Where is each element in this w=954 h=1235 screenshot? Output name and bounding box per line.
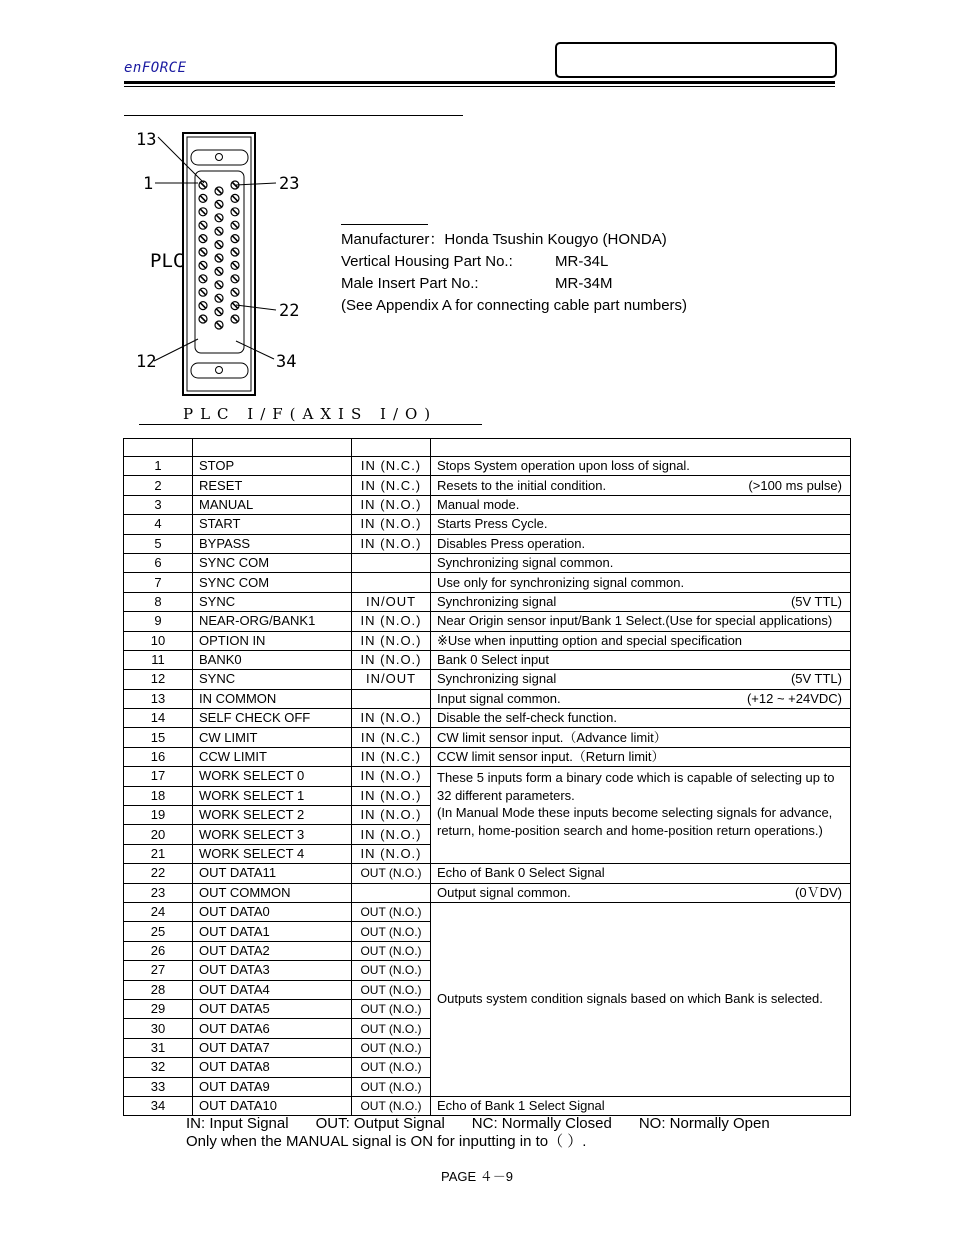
- signal-name: OUT DATA10: [193, 1096, 352, 1115]
- signal-name: OUT DATA4: [193, 980, 352, 999]
- pin-hole-mark: [233, 196, 238, 201]
- pin-number: 11: [124, 650, 193, 669]
- connector-diagram: [124, 125, 314, 405]
- pin-hole-mark: [217, 323, 222, 328]
- signal-type: [352, 689, 431, 708]
- signal-type: IN (N.C.): [352, 728, 431, 747]
- spec-appendix-note: (See Appendix A for connecting cable part numbers): [341, 297, 688, 314]
- pin-number: 33: [124, 1077, 193, 1096]
- signal-name: OUT DATA3: [193, 961, 352, 980]
- signal-type: OUT (N.O.): [352, 1096, 431, 1115]
- description-text: Echo of Bank 1 Select Signal: [437, 1098, 605, 1114]
- header-cell-name: [193, 439, 352, 457]
- pin-number: 25: [124, 922, 193, 941]
- table-row: [124, 553, 851, 572]
- signal-description: [431, 650, 851, 669]
- signal-name: OUT DATA6: [193, 1019, 352, 1038]
- table-caption: PLC I/F(AXIS I/O): [183, 405, 438, 423]
- pin-number: 18: [124, 786, 193, 805]
- pin-hole-mark: [233, 276, 238, 281]
- signal-name: BANK0: [193, 650, 352, 669]
- pin-number: 15: [124, 728, 193, 747]
- pin-hole-mark: [217, 229, 222, 234]
- pin-hole-mark: [201, 236, 206, 241]
- table-row: [124, 747, 851, 766]
- pin-number: 10: [124, 631, 193, 650]
- pin-hole-mark: [233, 263, 238, 268]
- signal-type: IN (N.O.): [352, 534, 431, 553]
- signal-name: IN COMMON: [193, 689, 352, 708]
- table-row: [124, 1096, 851, 1115]
- table-row: [124, 864, 851, 883]
- signal-type: IN (N.O.): [352, 495, 431, 514]
- pin-number: 8: [124, 592, 193, 611]
- signal-description: [431, 457, 851, 476]
- signal-name: SELF CHECK OFF: [193, 709, 352, 728]
- pin-hole-mark: [233, 236, 238, 241]
- pin-number: 24: [124, 902, 193, 921]
- signal-type: IN (N.C.): [352, 747, 431, 766]
- description-text: Starts Press Cycle.: [437, 516, 548, 532]
- signal-description: [431, 592, 851, 611]
- signal-name: OUT DATA2: [193, 941, 352, 960]
- signal-name: WORK SELECT 0: [193, 767, 352, 786]
- pin-number: 12: [124, 670, 193, 689]
- header-cell-description: [431, 439, 851, 457]
- signal-type: IN (N.O.): [352, 806, 431, 825]
- description-text: Near Origin sensor input/Bank 1 Select.(Use for special applications): [437, 613, 833, 629]
- pin-number: 21: [124, 844, 193, 863]
- page-number: PAGE ４－9: [440, 1169, 513, 1184]
- signal-name: OUT COMMON: [193, 883, 352, 902]
- pin-table-body: [124, 439, 851, 1116]
- pin-array: [199, 181, 239, 329]
- mount-slot-top: [191, 150, 248, 165]
- signal-type: OUT (N.O.): [352, 902, 431, 921]
- pin-hole-mark: [217, 296, 222, 301]
- spec-housing: [341, 251, 609, 273]
- header-rule-thin: [124, 86, 835, 87]
- pin-hole-mark: [201, 303, 206, 308]
- signal-type: OUT (N.O.): [352, 999, 431, 1018]
- pin-hole-mark: [201, 196, 206, 201]
- description-note: (5V TTL): [790, 671, 842, 687]
- section-title-underline: [124, 115, 463, 116]
- signal-name: NEAR-ORG/BANK1: [193, 612, 352, 631]
- pin-number: 2: [124, 476, 193, 495]
- signal-name: CW LIMIT: [193, 728, 352, 747]
- pin-assignment-table: [123, 438, 851, 1116]
- pin-hole-mark: [217, 215, 222, 220]
- signal-description: [431, 747, 851, 766]
- pin-number: 20: [124, 825, 193, 844]
- signal-description: [431, 476, 851, 495]
- table-header-row: [124, 439, 851, 457]
- description-text: Resets to the initial condition.: [437, 477, 607, 493]
- header-cell-pin: [124, 439, 193, 457]
- pin-hole-mark: [233, 223, 238, 228]
- spec-housing-label: Vertical Housing Part No.:: [341, 253, 513, 270]
- description-note: (>100 ms pulse): [748, 477, 842, 493]
- description-text: Echo of Bank 0 Select Signal: [437, 865, 605, 881]
- signal-type: IN (N.C.): [352, 476, 431, 495]
- signal-description: [431, 495, 851, 514]
- pin-number: 27: [124, 961, 193, 980]
- pin-number: 34: [124, 1096, 193, 1115]
- pin-hole-mark: [217, 256, 222, 261]
- table-row: [124, 650, 851, 669]
- description-text: Input signal common.: [437, 690, 561, 706]
- description-text: CW limit sensor input.（Advance limit）: [437, 729, 667, 745]
- enforce-logo: enFORCE: [124, 60, 187, 76]
- legend-item: IN: Input Signal: [186, 1115, 289, 1132]
- description-note: (0ＶDV): [795, 884, 842, 900]
- signal-name: STOP: [193, 457, 352, 476]
- pin-number: 26: [124, 941, 193, 960]
- pin-hole-mark: [201, 317, 206, 322]
- spec-housing-value: MR-34L: [555, 253, 609, 270]
- table-row: [124, 573, 851, 592]
- pin-number: 1: [124, 457, 193, 476]
- signal-name: RESET: [193, 476, 352, 495]
- table-row: [124, 709, 851, 728]
- pin-hole-mark: [233, 303, 238, 308]
- signal-type: [352, 573, 431, 592]
- out-data-description: Outputs system condition signals based on which Bank is selected.: [431, 902, 851, 1096]
- pin-hole-mark: [233, 317, 238, 322]
- description-text: Bank 0 Select input: [437, 652, 550, 668]
- pin-number: 7: [124, 573, 193, 592]
- signal-type: IN (N.O.): [352, 767, 431, 786]
- pin-number: 32: [124, 1058, 193, 1077]
- pin-label-1: 1: [143, 174, 154, 194]
- signal-name: MANUAL: [193, 495, 352, 514]
- signal-name: SYNC: [193, 592, 352, 611]
- header-rule: [124, 81, 835, 84]
- signal-type: IN (N.O.): [352, 844, 431, 863]
- legend-note: Only when the MANUAL signal is ON for inputting in to（ ）.: [186, 1133, 587, 1150]
- signal-description: [431, 689, 851, 708]
- signal-description: [431, 883, 851, 902]
- pin-hole-mark: [201, 183, 206, 188]
- signal-name: CCW LIMIT: [193, 747, 352, 766]
- table-row: [124, 728, 851, 747]
- signal-description: [431, 864, 851, 883]
- signal-type: IN (N.O.): [352, 825, 431, 844]
- signal-type: IN (N.C.): [352, 457, 431, 476]
- description-text: Use only for synchronizing signal common.: [437, 574, 685, 590]
- spec-manufacturer: Manufacturer：Honda Tsushin Kougyo (HONDA): [341, 231, 667, 248]
- plc-label: PLC: [150, 250, 185, 272]
- table-row: [124, 631, 851, 650]
- legend-items: [186, 1115, 797, 1133]
- table-row: [124, 457, 851, 476]
- signal-type: IN (N.O.): [352, 612, 431, 631]
- description-text: Synchronizing signal: [437, 671, 557, 687]
- signal-description: [431, 573, 851, 592]
- signal-type: IN (N.O.): [352, 786, 431, 805]
- pin-label-13: 13: [136, 130, 157, 150]
- signal-type: OUT (N.O.): [352, 864, 431, 883]
- pin-label-23: 23: [279, 174, 300, 194]
- table-row: [124, 495, 851, 514]
- pin-number: 19: [124, 806, 193, 825]
- signal-type: OUT (N.O.): [352, 1019, 431, 1038]
- signal-description: [431, 728, 851, 747]
- signal-type: OUT (N.O.): [352, 980, 431, 999]
- signal-name: SYNC COM: [193, 553, 352, 572]
- pin-label-12: 12: [136, 352, 157, 372]
- spec-insert: [341, 273, 613, 295]
- pin-number: 30: [124, 1019, 193, 1038]
- description-text: ※Use when inputting option and special specification: [437, 632, 743, 648]
- pin-number: 17: [124, 767, 193, 786]
- signal-name: SYNC: [193, 670, 352, 689]
- description-text: CCW limit sensor input.（Return limit）: [437, 749, 665, 765]
- pin-hole-mark: [217, 309, 222, 314]
- pin-hole-mark: [201, 209, 206, 214]
- spec-heading-underline: [341, 224, 428, 225]
- signal-name: WORK SELECT 4: [193, 844, 352, 863]
- signal-type: IN/OUT: [352, 592, 431, 611]
- signal-type: OUT (N.O.): [352, 1038, 431, 1057]
- table-row: [124, 476, 851, 495]
- signal-name: OUT DATA0: [193, 902, 352, 921]
- pin-label-22: 22: [279, 301, 300, 321]
- signal-description: [431, 631, 851, 650]
- description-note: (5V TTL): [790, 593, 842, 609]
- spec-insert-label: Male Insert Part No.:: [341, 275, 479, 292]
- signal-description: [431, 1096, 851, 1115]
- signal-type: [352, 883, 431, 902]
- pin-hole-mark: [201, 276, 206, 281]
- signal-type: OUT (N.O.): [352, 961, 431, 980]
- pin-number: 28: [124, 980, 193, 999]
- header-cell-signal: [352, 439, 431, 457]
- table-row: [124, 689, 851, 708]
- signal-name: OUT DATA7: [193, 1038, 352, 1057]
- signal-name: WORK SELECT 3: [193, 825, 352, 844]
- signal-name: WORK SELECT 1: [193, 786, 352, 805]
- pin-number: 23: [124, 883, 193, 902]
- signal-type: IN (N.O.): [352, 650, 431, 669]
- table-row: [124, 612, 851, 631]
- signal-name: OUT DATA9: [193, 1077, 352, 1096]
- signal-type: IN (N.O.): [352, 515, 431, 534]
- signal-description: [431, 534, 851, 553]
- header-title-box: [555, 42, 837, 78]
- pin-label-34: 34: [276, 352, 297, 372]
- pin-number: 13: [124, 689, 193, 708]
- description-text: Synchronizing signal: [437, 593, 557, 609]
- signal-type: IN (N.O.): [352, 631, 431, 650]
- signal-type: OUT (N.O.): [352, 922, 431, 941]
- pin-number: 3: [124, 495, 193, 514]
- pin-number: 22: [124, 864, 193, 883]
- pin-number: 4: [124, 515, 193, 534]
- pin-hole-mark: [217, 282, 222, 287]
- pin-number: 6: [124, 553, 193, 572]
- signal-name: BYPASS: [193, 534, 352, 553]
- table-row: [124, 592, 851, 611]
- legend-item: NC: Normally Closed: [471, 1115, 612, 1132]
- pin-hole-mark: [201, 250, 206, 255]
- signal-name: WORK SELECT 2: [193, 806, 352, 825]
- pin-hole-mark: [233, 209, 238, 214]
- legend-item: OUT: Output Signal: [315, 1115, 445, 1132]
- table-row: [124, 534, 851, 553]
- table-row: [124, 902, 851, 921]
- description-text: Synchronizing signal common.: [437, 555, 614, 571]
- signal-name: SYNC COM: [193, 573, 352, 592]
- table-row: [124, 883, 851, 902]
- description-text: Manual mode.: [437, 496, 520, 512]
- pin-hole-mark: [201, 223, 206, 228]
- signal-type: OUT (N.O.): [352, 941, 431, 960]
- signal-name: OUT DATA8: [193, 1058, 352, 1077]
- pin-hole-mark: [233, 290, 238, 295]
- pin-hole-mark: [217, 242, 222, 247]
- mount-slot-bottom: [191, 363, 248, 378]
- description-text: Disables Press operation.: [437, 535, 586, 551]
- pin-number: 5: [124, 534, 193, 553]
- pin-hole-mark: [201, 290, 206, 295]
- signal-description: [431, 670, 851, 689]
- table-row: [124, 670, 851, 689]
- legend-item: NO: Normally Open: [638, 1115, 770, 1132]
- pin-number: 29: [124, 999, 193, 1018]
- pin-hole-mark: [201, 263, 206, 268]
- signal-type: IN (N.O.): [352, 709, 431, 728]
- description-text: Stops System operation upon loss of signal.: [437, 458, 690, 474]
- signal-description: [431, 612, 851, 631]
- pin-number: 16: [124, 747, 193, 766]
- pin-hole-mark: [233, 250, 238, 255]
- pin-number: 14: [124, 709, 193, 728]
- signal-type: IN/OUT: [352, 670, 431, 689]
- description-note: (+12 ~ +24VDC): [746, 690, 842, 706]
- pin-hole-mark: [217, 202, 222, 207]
- pin-hole-mark: [217, 269, 222, 274]
- pin-number: 31: [124, 1038, 193, 1057]
- signal-name: OPTION IN: [193, 631, 352, 650]
- signal-name: START: [193, 515, 352, 534]
- signal-description: [431, 515, 851, 534]
- pin-hole-mark: [217, 189, 222, 194]
- signal-description: [431, 553, 851, 572]
- table-row: [124, 767, 851, 786]
- signal-type: OUT (N.O.): [352, 1077, 431, 1096]
- work-select-description: These 5 inputs form a binary code which is capable of selecting up to 32 different parameters. (In Manual Mode these inputs become selecting signals for advance, return, home-position search and home-position return operations.): [431, 767, 851, 864]
- signal-name: OUT DATA11: [193, 864, 352, 883]
- signal-type: OUT (N.O.): [352, 1058, 431, 1077]
- table-caption-underline: [139, 424, 482, 425]
- description-text: Disable the self-check function.: [437, 710, 617, 726]
- signal-name: OUT DATA5: [193, 999, 352, 1018]
- signal-name: OUT DATA1: [193, 922, 352, 941]
- pin-number: 9: [124, 612, 193, 631]
- table-row: [124, 515, 851, 534]
- spec-insert-value: MR-34M: [555, 275, 613, 292]
- signal-description: [431, 709, 851, 728]
- legend: [186, 1115, 797, 1151]
- description-text: Output signal common.: [437, 884, 571, 900]
- signal-type: [352, 553, 431, 572]
